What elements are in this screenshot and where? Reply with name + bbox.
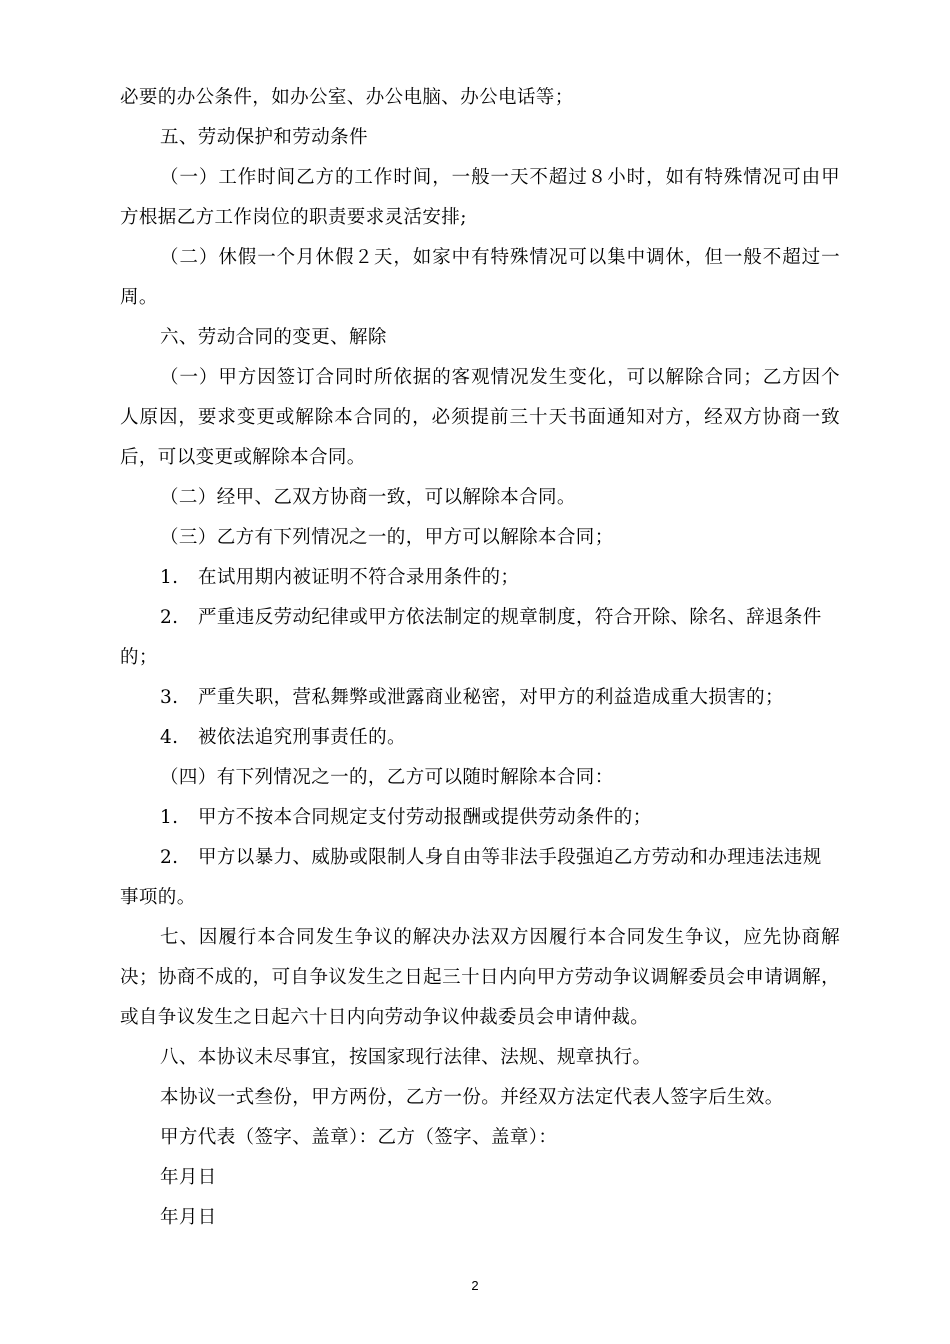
paragraph-copies: 本协议一式叁份，甲方两份，乙方一份。并经双方法定代表人签字后生效。 [160, 1087, 784, 1108]
list-item-text: 严重失职，营私舞弊或泄露商业秘密，对甲方的利益造成重大损害的； [198, 687, 784, 708]
heading-section-6: 六、劳动合同的变更、解除 [160, 327, 387, 348]
heading-section-5: 五、劳动保护和劳动条件 [160, 127, 368, 148]
list-item-text: 严重违反劳动纪律或甲方依法制定的规章制度，符合开除、除名、辞退条件的； [120, 607, 822, 668]
list-item-text: 被依法追究刑事责任的。 [198, 727, 406, 748]
date-line-party-b: 年月日 [160, 1207, 217, 1228]
list-item-number: 2. [160, 847, 179, 868]
list-item-text: 在试用期内被证明不符合录用条件的； [198, 567, 520, 588]
list-item-number: 4. [160, 727, 179, 748]
list-item [120, 798, 840, 838]
list-item [120, 598, 840, 678]
paragraph-section-8: 八、本协议未尽事宜，按国家现行法律、法规、规章执行。 [160, 1047, 652, 1068]
list-item-text: 甲方以暴力、威胁或限制人身自由等非法手段强迫乙方劳动和办理违法违规事项的。 [120, 847, 822, 908]
paragraph-change-termination-3: （三）乙方有下列情况之一的，甲方可以解除本合同； [160, 527, 614, 548]
signature-line: 甲方代表（签字、盖章）：乙方（签字、盖章）： [160, 1127, 558, 1148]
paragraph-section-7: 七、因履行本合同发生争议的解决办法双方因履行本合同发生争议，应先协商解决；协商不成的，可自争议发生之日起三十日内向甲方劳动争议调解委员会申请调解，或自争议发生之日起六十日内向劳动争议仲裁委员会申请仲裁。 [120, 927, 840, 1028]
list-item [120, 678, 840, 718]
list-item-text: 甲方不按本合同规定支付劳动报酬或提供劳动条件的； [198, 807, 652, 828]
list-item [120, 558, 840, 598]
list-item [120, 718, 840, 758]
document-body [120, 78, 840, 1238]
page-number: 2 [471, 1278, 479, 1293]
paragraph-change-termination-1: （一）甲方因签订合同时所依据的客观情况发生变化，可以解除合同；乙方因个人原因，要求变更或解除本合同的，必须提前三十天书面通知对方，经双方协商一致后，可以变更或解除本合同。 [120, 367, 840, 468]
date-line-party-a: 年月日 [160, 1167, 217, 1188]
list-item-number: 3. [160, 687, 179, 708]
paragraph-change-termination-4: （四）有下列情况之一的，乙方可以随时解除本合同： [160, 767, 614, 788]
paragraph-change-termination-2: （二）经甲、乙双方协商一致，可以解除本合同。 [160, 487, 576, 508]
paragraph-office-conditions: 必要的办公条件，如办公室、办公电脑、办公电话等； [120, 87, 574, 108]
list-item [120, 838, 840, 918]
paragraph-working-hours: （一）工作时间乙方的工作时间，一般一天不超过８小时，如有特殊情况可由甲方根据乙方工作岗位的职责要求灵活安排; [120, 167, 840, 228]
list-item-number: 1. [160, 567, 179, 588]
paragraph-vacation: （二）休假一个月休假２天，如家中有特殊情况可以集中调休，但一般不超过一周。 [120, 247, 840, 308]
list-item-number: 2. [160, 607, 179, 628]
list-item-number: 1. [160, 807, 179, 828]
